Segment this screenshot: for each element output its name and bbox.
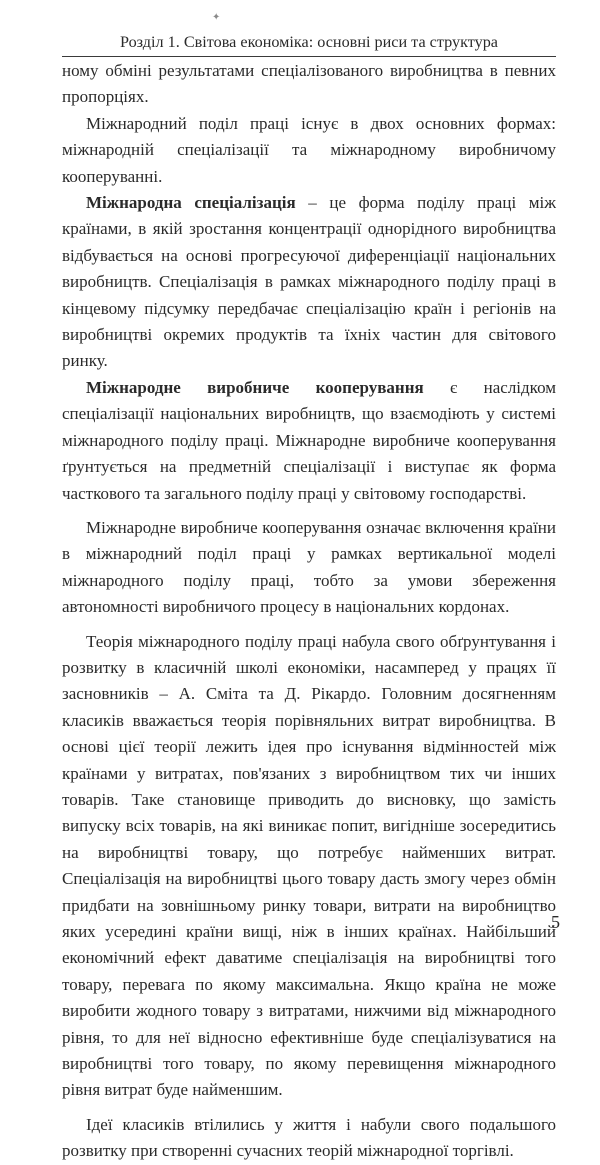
running-header: Розділ 1. Світова економіка: основні риси та структура [119,33,498,51]
definition-cooperation: є наслідком спеціалізації національних виробництв, що взаємодіють у системі міжнародного поділу праці. Міжнародне виробниче кооперування ґрунтується на предметній спеціалізації і виступає як форма часткового та загального поділу праці у світовому господарстві. [62,377,557,503]
paragraph-specialization [62,190,556,375]
print-speck: ✦ [212,12,221,23]
paragraph-continuation: ному обміні результатами спеціалізованого виробництва в певних пропорціях. [62,61,556,107]
paragraph-division-forms: Міжнародний поділ праці існує в двох основних формах: міжнародній спеціалізації та міжнародному виробничому кооперуванні. [62,113,556,186]
paragraph-cooperation [62,375,556,507]
term-specialization: Міжнародна спеціалізація [86,193,296,213]
header-rule [62,56,556,57]
paragraph-cooperation-meaning: Міжнародне виробниче кооперування означає включення країни в міжнародний поділ праці у рамках вертикальної моделі міжнародного поділу праці, тобто за умови збереження автономності виробничого процесу в національних кордонах. [62,517,556,617]
term-cooperation: Міжнародне виробниче кооперування [86,377,424,397]
paragraph-classical-theory: Теорія міжнародного поділу праці набула свого обґрунтування і розвитку в класичній школі економіки, насамперед у працях її засновників – А. Сміта та Д. Рікардо. Головним досягненням класиків вважається теорія порівняльних витрат виробництва. В основі цієї теорії лежить ідея про існування відмінностей між країнами у витратах, пов'язаних з виробництвом тих чи інших товарів. Таке становище приводить до висновку, що замість випуску всіх товарів, на які виникає попит, вигідніше зосередитись на виробництві товару, що потребує найменших витрат. Спеціалізація на виробництві цього товару дасть змогу через обмін придбати на зовнішньому ринку товари, витрати на виробництво яких усередині країни вищі, ніж в інших країнах. Найбільший економічний ефект даватиме спеціалізація на виробництві того товару, перевага по якому максимальна. Якщо країна не може виробити жодного товару з витратами, нижчими від міжнародного рівня, то для неї відносно ефективніше буде спеціалізуватися на виробництві того товару, по якому перевищення міжнародного рівня витрат буде найменшим. [62,631,556,1100]
paragraph-classics-ideas: Ідеї класиків втілились у життя і набули свого подальшого розвитку при створенні сучасних теорій міжнародної торгівлі. [62,1114,556,1161]
definition-specialization: – це форма поділу праці між країнами, в якій зростання концентрації однорідного виробництва відбувається на основі прогресуючої диференціації національних виробництв. Спеціалізація в рамках міжнародного поділу праці в кінцевому підсумку передбачає спеціалізацію країн і регіонів на виробництві окремих продуктів та їхніх частин для світового ринку. [62,193,556,371]
body-text [62,58,556,1165]
page-number: 5 [551,912,560,932]
